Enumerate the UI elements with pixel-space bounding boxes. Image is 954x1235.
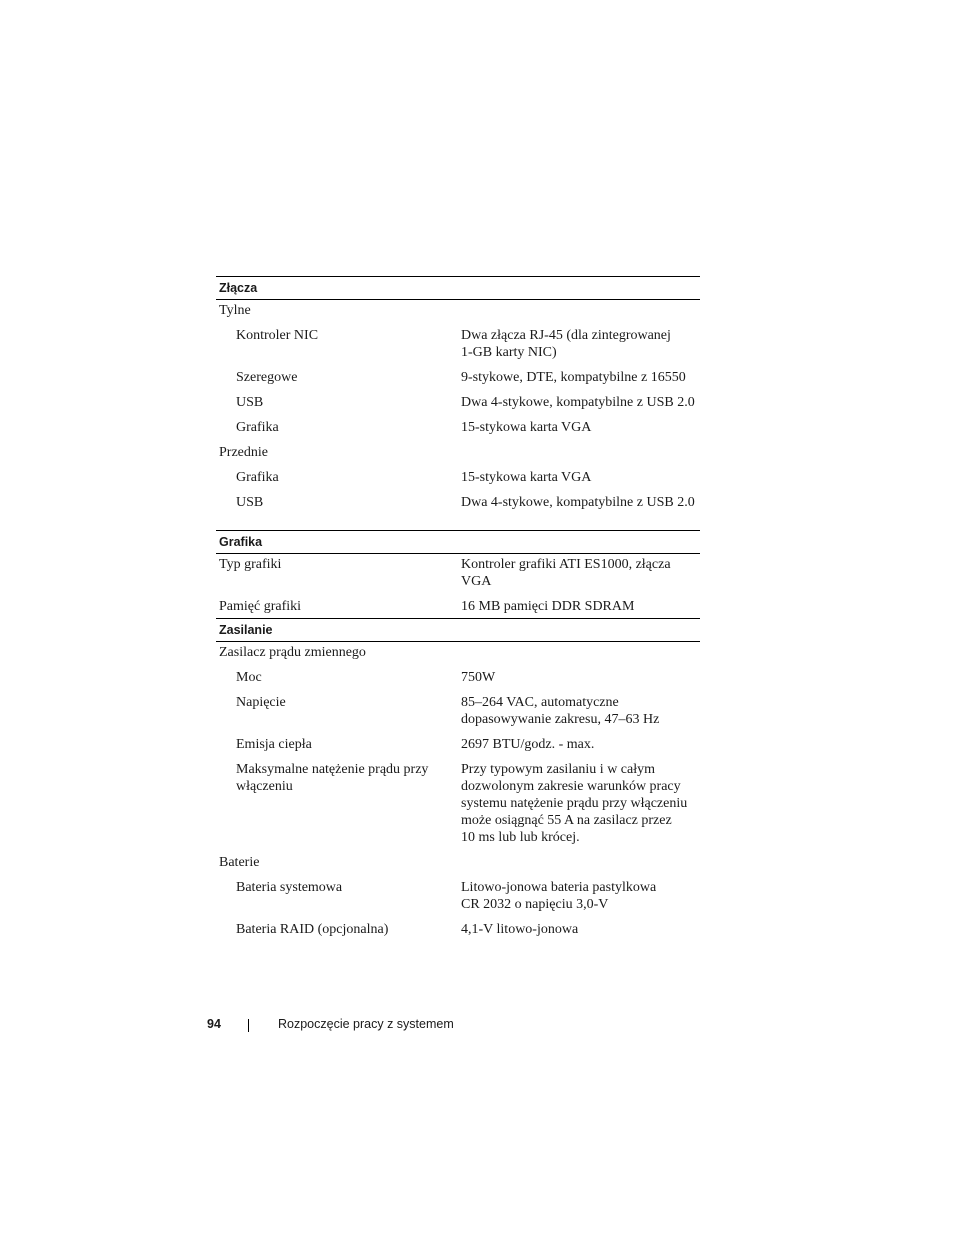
spec-row	[216, 871, 700, 913]
spec-value: Dwa 4-stykowe, kompatybilne z USB 2.0	[461, 495, 695, 510]
spec-row	[216, 661, 700, 686]
spec-value	[458, 761, 700, 846]
value-line: może osiągnąć 55 A na zasilacz przez	[461, 813, 672, 828]
spec-row	[216, 590, 700, 615]
spec-value	[458, 327, 700, 361]
section-header: Grafika	[216, 530, 700, 554]
value-line: 1-GB karty NIC)	[461, 345, 557, 360]
spec-value: 750W	[461, 670, 496, 685]
spec-label: Kontroler NIC	[236, 328, 319, 343]
spec-row	[216, 361, 700, 386]
spec-label: Napięcie	[236, 695, 286, 710]
value-line: systemu natężenie prądu przy włączeniu	[461, 796, 688, 811]
connectors-section	[216, 276, 700, 511]
spec-label: USB	[236, 395, 264, 410]
spec-row	[216, 686, 700, 728]
value-line: 85–264 VAC, automatyczne	[461, 695, 619, 710]
spec-value: Kontroler grafiki ATI ES1000, złącza VGA	[461, 557, 671, 589]
spec-row	[216, 319, 700, 361]
power-section	[216, 618, 700, 938]
spec-value: 9-stykowe, DTE, kompatybilne z 16550	[461, 370, 686, 385]
value-line: dozwolonym zakresie warunków pracy	[461, 779, 681, 794]
graphics-section	[216, 530, 700, 615]
spec-value: 16 MB pamięci DDR SDRAM	[461, 599, 635, 614]
group-label: Przednie	[219, 445, 268, 460]
group-row	[216, 846, 700, 871]
spec-value: 4,1-V litowo-jonowa	[461, 922, 579, 937]
spec-row	[216, 461, 700, 486]
spec-value: Dwa 4-stykowe, kompatybilne z USB 2.0	[461, 395, 695, 410]
spec-value	[458, 879, 700, 913]
spec-row	[216, 753, 700, 846]
spec-label: Szeregowe	[236, 370, 298, 385]
group-row	[216, 436, 700, 461]
spec-row	[216, 913, 700, 938]
footer-title: Rozpoczęcie pracy z systemem	[278, 1017, 454, 1031]
footer-separator	[248, 1019, 249, 1032]
group-row	[216, 642, 700, 661]
spec-label: Bateria RAID (opcjonalna)	[236, 922, 389, 937]
value-line: Litowo-jonowa bateria pastylkowa	[461, 880, 657, 895]
spec-value: 15-stykowa karta VGA	[461, 420, 592, 435]
value-line: Dwa złącza RJ-45 (dla zintegrowanej	[461, 328, 671, 343]
group-row	[216, 300, 700, 319]
spec-label: Moc	[236, 670, 262, 685]
spec-label: Pamięć grafiki	[219, 599, 302, 614]
spec-label	[216, 761, 458, 846]
group-label: Baterie	[219, 855, 260, 870]
page-number: 94	[207, 1017, 221, 1031]
spec-label: USB	[236, 495, 264, 510]
spec-label: Grafika	[236, 420, 279, 435]
spec-row	[216, 554, 700, 590]
group-label: Tylne	[219, 303, 251, 318]
value-line: dopasowywanie zakresu, 47–63 Hz	[461, 712, 660, 727]
value-line: CR 2032 o napięciu 3,0-V	[461, 897, 609, 912]
spec-row	[216, 728, 700, 753]
label-line: Maksymalne natężenie prądu przy	[236, 762, 429, 777]
spec-value: 2697 BTU/godz. - max.	[461, 737, 595, 752]
spec-label: Bateria systemowa	[236, 880, 343, 895]
spec-row	[216, 486, 700, 511]
section-header: Zasilanie	[216, 618, 700, 642]
value-line: 10 ms lub lub krócej.	[461, 830, 580, 845]
spec-label: Typ grafiki	[219, 557, 282, 572]
spec-value: 15-stykowa karta VGA	[461, 470, 592, 485]
spec-value	[458, 694, 700, 728]
spec-label: Emisja ciepła	[236, 737, 312, 752]
section-header: Złącza	[216, 276, 700, 300]
value-line: Przy typowym zasilaniu i w całym	[461, 762, 656, 777]
group-label: Zasilacz prądu zmiennego	[219, 645, 366, 660]
spec-label: Grafika	[236, 470, 279, 485]
spec-row	[216, 386, 700, 411]
spec-row	[216, 411, 700, 436]
label-line: włączeniu	[236, 779, 293, 794]
